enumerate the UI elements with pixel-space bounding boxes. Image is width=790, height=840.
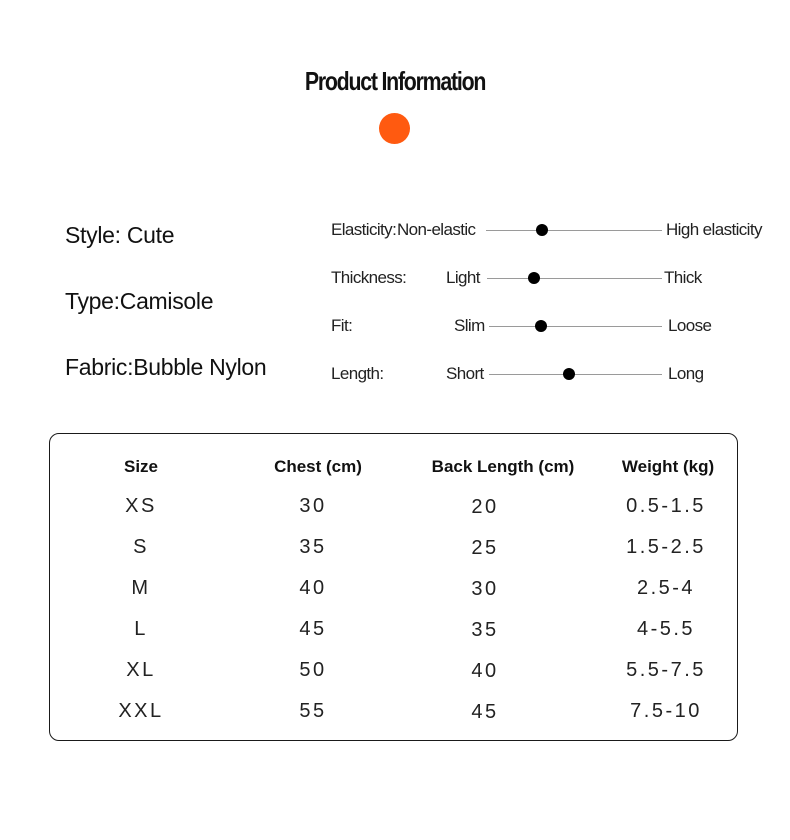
scale-name: Fit: [331, 316, 353, 335]
table-cell-size: XXL [118, 700, 164, 722]
scale-low-label: Short [446, 364, 484, 383]
scale-length [0, 364, 790, 394]
scale-high-label: Loose [668, 316, 712, 335]
attribute-fabric: Fabric:Bubble Nylon [65, 354, 267, 380]
table-cell-weight: 0.5-1.5 [626, 495, 706, 517]
table-cell-back-length: 45 [471, 701, 499, 723]
page-title: Product Information [304, 66, 486, 96]
scale-low-label: Slim [454, 316, 485, 335]
scale-name: Thickness: [331, 268, 407, 287]
table-cell-weight: 1.5-2.5 [626, 536, 706, 558]
table-cell-size: S [133, 536, 149, 558]
scale-low-label: Non-elastic [397, 220, 476, 239]
table-cell-back-length: 20 [471, 496, 499, 518]
scale-elasticity [0, 220, 790, 250]
scale-fit [0, 316, 790, 346]
attribute-style: Style: Cute [65, 222, 175, 248]
table-cell-weight: 4-5.5 [636, 618, 696, 640]
scale-knob [536, 224, 548, 236]
table-cell-back-length: 40 [471, 660, 499, 682]
size-table [49, 433, 738, 741]
table-cell-size: M [131, 577, 151, 599]
scale-low-label: Light [446, 268, 480, 287]
accent-dot [379, 113, 410, 144]
scale-thickness [0, 268, 790, 298]
scale-knob [535, 320, 547, 332]
table-cell-size: XL [126, 659, 156, 681]
table-cell-back-length: 25 [471, 537, 499, 559]
table-cell-chest: 55 [299, 700, 327, 722]
table-cell-size: L [134, 618, 148, 640]
table-header-size: Size [123, 457, 159, 476]
scale-knob [528, 272, 540, 284]
scale-track [489, 374, 662, 375]
table-cell-back-length: 30 [471, 578, 499, 600]
scale-track [487, 278, 662, 279]
table-cell-chest: 35 [299, 536, 327, 558]
attribute-type: Type:Camisole [65, 288, 214, 314]
table-cell-chest: 40 [299, 577, 327, 599]
scale-knob [563, 368, 575, 380]
table-cell-chest: 45 [299, 618, 327, 640]
table-cell-weight: 2.5-4 [636, 577, 696, 599]
table-header-chest: Chest (cm) [274, 457, 362, 476]
table-cell-size: XS [125, 495, 157, 517]
scale-track [489, 326, 662, 327]
table-cell-weight: 7.5-10 [630, 700, 702, 722]
scale-track [486, 230, 662, 231]
scale-high-label: High elasticity [666, 220, 762, 239]
table-cell-chest: 30 [299, 495, 327, 517]
table-cell-weight: 5.5-7.5 [626, 659, 706, 681]
table-cell-chest: 50 [299, 659, 327, 681]
scale-high-label: Long [668, 364, 704, 383]
scale-high-label: Thick [664, 268, 702, 287]
scale-name: Elasticity: [331, 220, 397, 239]
table-cell-back-length: 35 [471, 619, 499, 641]
scale-name: Length: [331, 364, 384, 383]
table-header-back-length: Back Length (cm) [431, 457, 575, 476]
table-header-weight: Weight (kg) [621, 457, 715, 476]
